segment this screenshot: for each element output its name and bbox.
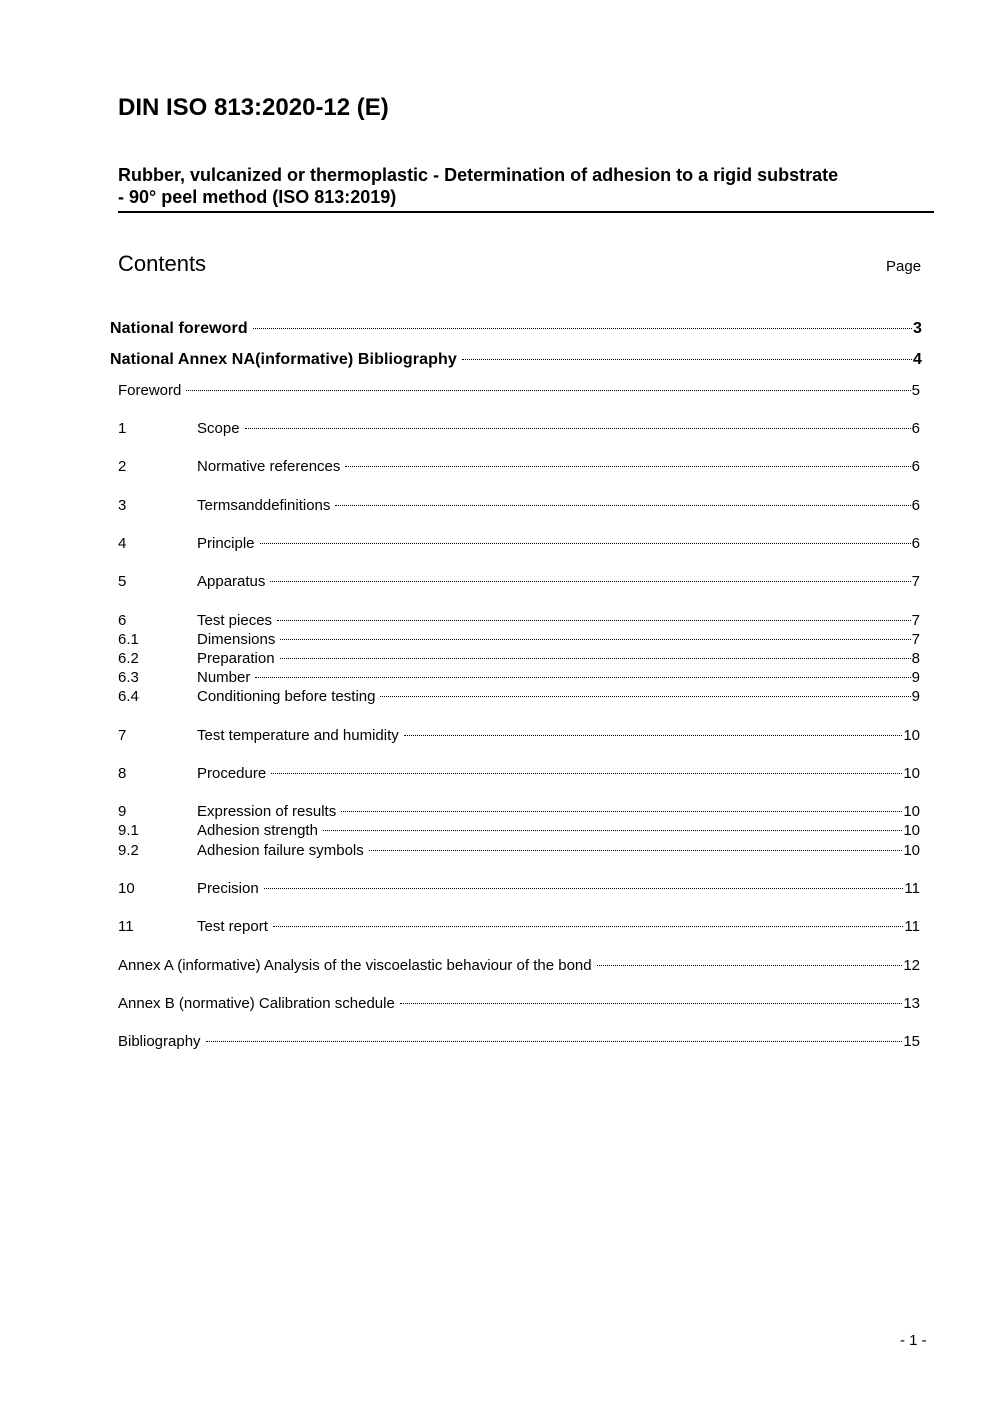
toc-entry-9[interactable] — [118, 802, 920, 821]
document-id: DIN ISO 813:2020-12 (E) — [118, 94, 389, 121]
toc-page: 5 — [911, 382, 920, 399]
toc-page: 9 — [911, 688, 920, 705]
toc-entry-bibliography[interactable] — [118, 1032, 920, 1051]
toc-leader — [369, 850, 903, 851]
toc-title: Bibliography — [118, 1033, 201, 1050]
toc-leader — [323, 830, 902, 831]
toc-leader — [264, 888, 904, 889]
toc-page: 12 — [903, 957, 920, 974]
toc-page: 10 — [903, 803, 920, 820]
toc-title: National Annex NA(informative) Bibliography — [110, 351, 457, 368]
toc-leader — [380, 696, 910, 697]
toc-page: 7 — [911, 612, 920, 629]
toc-number: 3 — [118, 497, 127, 514]
toc-entry-5[interactable] — [118, 572, 920, 591]
toc-title: Conditioning before testing — [197, 688, 376, 705]
subtitle-line-2: - 90° peel method (ISO 813:2019) — [118, 187, 397, 207]
toc-page: 15 — [903, 1033, 920, 1050]
toc-title: Termsanddefinitions — [197, 497, 331, 514]
toc-title: National foreword — [110, 320, 248, 337]
toc-title: Principle — [197, 535, 255, 552]
toc-page: 13 — [903, 995, 920, 1012]
toc-title: Foreword — [118, 382, 182, 399]
toc-title: Annex B (normative) Calibration schedule — [118, 995, 395, 1012]
toc-entry-11[interactable] — [118, 917, 920, 936]
toc-title: Adhesion strength — [197, 822, 318, 839]
toc-leader — [280, 639, 910, 640]
toc-title: Test pieces — [197, 612, 273, 629]
toc-number: 5 — [118, 573, 127, 590]
toc-page: 6 — [911, 458, 920, 475]
toc-leader — [245, 428, 911, 429]
toc-title: Normative references — [197, 458, 341, 475]
toc-entry-10[interactable] — [118, 879, 920, 898]
toc-page: 6 — [911, 497, 920, 514]
toc-number: 4 — [118, 535, 127, 552]
toc-title: Adhesion failure symbols — [197, 842, 364, 859]
footer-page-number: - 1 - — [900, 1332, 927, 1349]
toc-title: Annex A (informative) Analysis of the viscoelastic behaviour of the bond — [118, 957, 592, 974]
toc-entry-6-4[interactable] — [118, 687, 920, 706]
toc-leader — [270, 581, 910, 582]
toc-leader — [597, 965, 903, 966]
toc-leader — [462, 359, 912, 360]
toc-page: 7 — [911, 631, 920, 648]
toc-page: 10 — [903, 822, 920, 839]
toc-leader — [253, 328, 912, 329]
toc-number: 8 — [118, 765, 127, 782]
toc-page: 11 — [904, 880, 920, 897]
toc-number: 6.4 — [118, 688, 139, 705]
toc-page: 8 — [911, 650, 920, 667]
toc-leader — [277, 620, 911, 621]
contents-heading: Contents — [118, 251, 207, 276]
page-column-label: Page — [886, 258, 922, 275]
toc-leader — [260, 543, 911, 544]
toc-entry-7[interactable] — [118, 726, 920, 745]
toc-entry-6-2[interactable] — [118, 649, 920, 668]
toc-page: 10 — [903, 727, 920, 744]
toc-page: 6 — [911, 535, 920, 552]
toc-leader — [345, 466, 910, 467]
toc-number: 6.2 — [118, 650, 139, 667]
toc-entry-national-annex[interactable] — [110, 350, 922, 369]
toc-entry-2[interactable] — [118, 457, 920, 476]
toc-leader — [404, 735, 903, 736]
toc-page: 6 — [911, 420, 920, 437]
toc-number: 6 — [118, 612, 127, 629]
toc-entry-6[interactable] — [118, 611, 920, 630]
toc-entry-6-3[interactable] — [118, 668, 920, 687]
toc-page: 9 — [911, 669, 920, 686]
toc-entry-9-1[interactable] — [118, 821, 920, 840]
toc-entry-annex-b[interactable] — [118, 994, 920, 1013]
toc-entry-4[interactable] — [118, 534, 920, 553]
toc-leader — [186, 390, 910, 391]
toc-page: 11 — [904, 918, 920, 935]
toc-page: 10 — [903, 842, 920, 859]
toc-leader — [280, 658, 911, 659]
toc-title: Precision — [197, 880, 259, 897]
toc-page: 7 — [911, 573, 920, 590]
toc-title: Preparation — [197, 650, 275, 667]
toc-title: Test temperature and humidity — [197, 727, 399, 744]
toc-page: 4 — [913, 351, 922, 368]
toc-page: 3 — [913, 320, 922, 337]
toc-number: 2 — [118, 458, 127, 475]
toc-title: Number — [197, 669, 251, 686]
toc-leader — [400, 1003, 903, 1004]
toc-number: 9.1 — [118, 822, 139, 839]
subtitle-line-1: Rubber, vulcanized or thermoplastic - Determination of adhesion to a rigid substrate — [118, 165, 839, 185]
toc-entry-3[interactable] — [118, 496, 920, 515]
toc-title: Scope — [197, 420, 240, 437]
toc-number: 11 — [118, 918, 134, 935]
toc-entry-national-foreword[interactable] — [110, 319, 922, 338]
toc-entry-1[interactable] — [118, 419, 920, 438]
toc-number: 10 — [118, 880, 135, 897]
toc-leader — [271, 773, 902, 774]
toc-number: 6.3 — [118, 669, 139, 686]
toc-title: Expression of results — [197, 803, 337, 820]
toc-leader — [255, 677, 910, 678]
toc-number: 1 — [118, 420, 127, 437]
toc-entry-6-1[interactable] — [118, 630, 920, 649]
toc-number: 9.2 — [118, 842, 139, 859]
toc-entry-8[interactable] — [118, 764, 920, 783]
toc-entry-foreword[interactable] — [118, 381, 920, 400]
toc-title: Test report — [197, 918, 268, 935]
toc-number: 6.1 — [118, 631, 139, 648]
toc-title: Dimensions — [197, 631, 276, 648]
toc-number: 7 — [118, 727, 127, 744]
toc-page: 10 — [903, 765, 920, 782]
toc-leader — [206, 1041, 903, 1042]
toc-leader — [273, 926, 904, 927]
toc-title: Procedure — [197, 765, 267, 782]
toc-number: 9 — [118, 803, 127, 820]
toc-title: Apparatus — [197, 573, 266, 590]
toc-leader — [341, 811, 902, 812]
toc-entry-9-2[interactable] — [118, 841, 920, 860]
toc-entry-annex-a[interactable] — [118, 956, 920, 975]
toc-leader — [335, 505, 910, 506]
